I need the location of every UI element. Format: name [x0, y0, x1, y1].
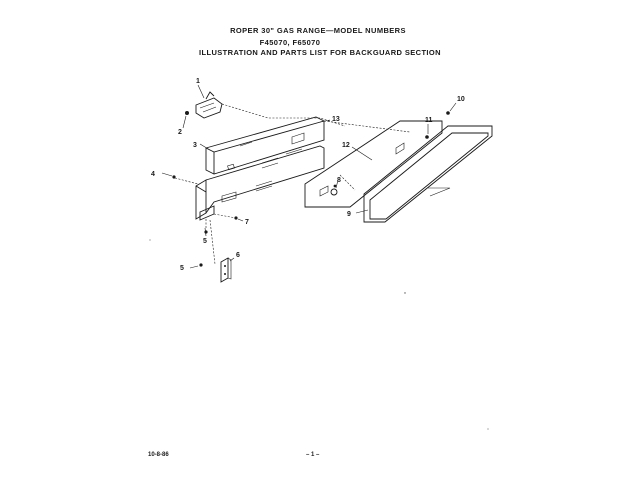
part-control-panel — [305, 121, 442, 207]
callout-5b: 5 — [180, 265, 184, 272]
part-screw-7 — [234, 216, 237, 219]
callout-6: 6 — [236, 252, 240, 259]
page-title: ROPER 30" GAS RANGE—MODEL NUMBERS — [230, 26, 406, 35]
part-backguard-housing — [196, 146, 324, 220]
part-screw-5 — [204, 230, 207, 233]
part-screw-11 — [425, 135, 429, 139]
part-backguard-panel — [206, 117, 324, 174]
footer-date: 10-8-86 — [148, 452, 169, 458]
callout-7: 7 — [245, 219, 249, 226]
page-number: – 1 – — [306, 452, 320, 458]
callout-5: 5 — [203, 238, 207, 245]
callout-13: 13 — [332, 116, 340, 123]
callout-10: 10 — [457, 96, 465, 103]
callout-12: 12 — [342, 142, 350, 149]
part-screw-5b — [199, 263, 202, 266]
callout-1: 1 — [196, 78, 200, 85]
part-screw-2 — [185, 111, 189, 115]
part-trim-frame — [364, 126, 492, 222]
callout-3: 3 — [193, 142, 197, 149]
part-screw-4 — [172, 175, 175, 178]
callout-2: 2 — [178, 129, 182, 136]
part-bracket — [196, 92, 222, 118]
part-screw-10 — [446, 111, 450, 115]
section-title: ILLUSTRATION AND PARTS LIST FOR BACKGUARD SECTION — [199, 48, 441, 57]
model-numbers: F45070, F65070 — [259, 38, 321, 47]
callout-9: 9 — [347, 211, 351, 218]
callout-8: 8 — [337, 177, 341, 184]
part-mounting-bracket — [221, 258, 231, 282]
callout-11: 11 — [425, 117, 433, 124]
callout-4: 4 — [151, 171, 155, 178]
